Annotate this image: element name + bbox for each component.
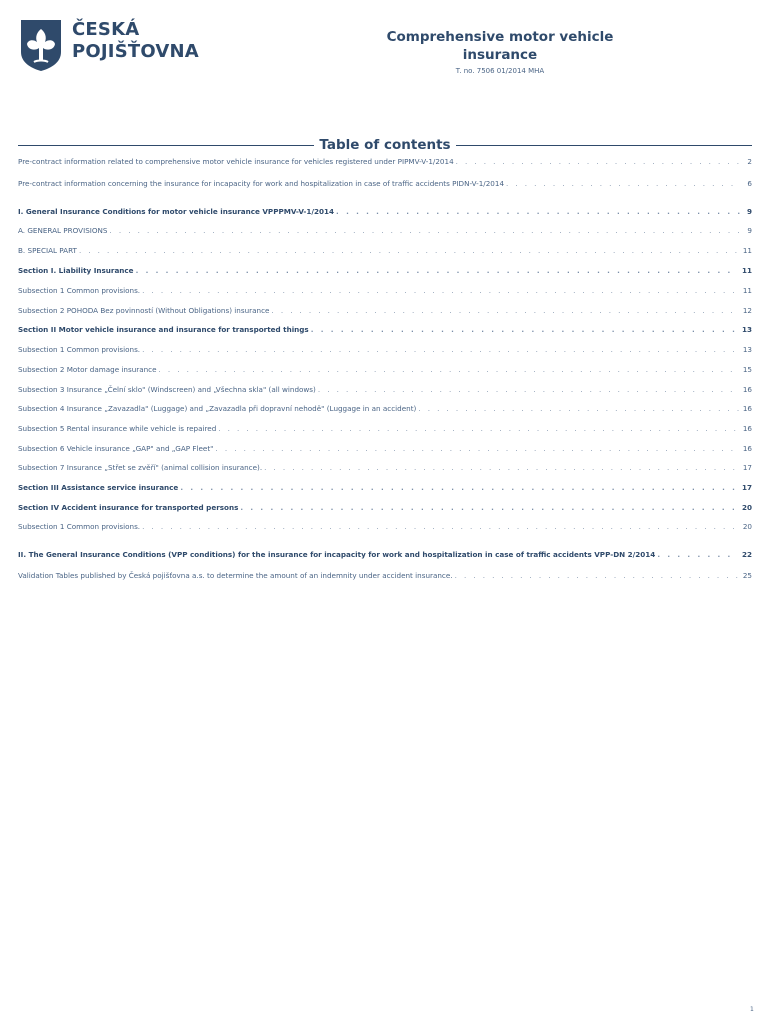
toc-entry[interactable]: [18, 178, 752, 190]
document-title-line1: Comprehensive motor vehicle: [386, 29, 614, 45]
toc-dot-leader: [180, 482, 738, 494]
toc-entry-title: Section III Assistance service insurance: [18, 483, 179, 492]
toc-entry[interactable]: [18, 324, 752, 336]
toc-entry-title: Subsection 2 POHODA Bez povinností (Without Obligations) insurance: [18, 306, 270, 315]
toc-entry-page: 22: [741, 550, 752, 559]
toc-entry-page: 25: [742, 571, 752, 580]
toc-entry[interactable]: [18, 403, 752, 415]
toc-rule-left: [18, 145, 314, 146]
toc-entry-title: Subsection 4 Insurance „Zavazadla" (Luggage) and „Zavazadla při dopravní nehodě" (Luggage in an accident): [18, 404, 417, 413]
toc-entry[interactable]: [18, 423, 752, 435]
toc-entry[interactable]: [18, 265, 752, 277]
toc-entry[interactable]: [18, 285, 752, 297]
toc-entry-page: 17: [741, 483, 752, 492]
toc-entry-page: 16: [742, 424, 752, 433]
linden-leaf-shield-icon: [18, 18, 64, 72]
toc-entry-title: Subsection 6 Vehicle insurance „GAP" and „GAP Fleet": [18, 444, 214, 453]
toc-entry-page: 11: [742, 246, 752, 255]
toc-entry-title: Subsection 1 Common provisions.: [18, 522, 141, 531]
toc-entry-page: 20: [742, 522, 752, 531]
toc-entry[interactable]: [18, 443, 752, 455]
toc-dot-leader: [271, 305, 738, 317]
toc-entry-title: Pre-contract information concerning the insurance for incapacity for work and hospitalization in case of traffic accidents PIDN-V-1/2014: [18, 179, 505, 188]
toc-entry-title: II. The General Insurance Conditions (VPP conditions) for the insurance for incapacity for work and hospitalization in case of traffic accidents VPP-DN 2/2014: [18, 550, 656, 559]
logo-wordmark-line1: ČESKÁ: [72, 19, 140, 40]
toc-rule-right: [456, 145, 752, 146]
toc-dot-leader: [318, 384, 739, 396]
toc-entry[interactable]: [18, 344, 752, 356]
toc-dot-leader: [240, 502, 738, 514]
document-reference: T. no. 7506 01/2014 MHA: [455, 67, 545, 75]
toc-dot-leader: [136, 265, 738, 277]
toc-entry-page: 15: [742, 365, 752, 374]
toc-dot-leader: [506, 178, 740, 190]
toc-entry-title: Section I. Liability Insurance: [18, 266, 134, 275]
toc-dot-leader: [336, 206, 740, 218]
toc-entry-title: Section IV Accident insurance for transported persons: [18, 503, 239, 512]
logo-wordmark-line2: POJIŠŤOVNA: [72, 41, 199, 62]
toc-entry-title: Subsection 3 Insurance „Čelní sklo" (Windscreen) and „Všechna skla" (all windows): [18, 385, 316, 394]
toc-entry[interactable]: [18, 521, 752, 533]
document-title-line2: insurance: [462, 47, 538, 63]
toc-entry-page: 2: [747, 157, 752, 166]
toc-entry[interactable]: [18, 156, 752, 168]
toc-entry-title: I. General Insurance Conditions for motor vehicle insurance VPPPMV-V-1/2014: [18, 207, 335, 216]
toc-entry[interactable]: [18, 549, 752, 561]
company-logo: [18, 18, 218, 72]
toc-entry-title: Subsection 5 Rental insurance while vehicle is repaired: [18, 424, 217, 433]
toc-dot-leader: [311, 324, 738, 336]
toc-entry-title: Subsection 1 Common provisions.: [18, 345, 141, 354]
toc-entry-page: 13: [742, 345, 752, 354]
toc-dot-leader: [657, 549, 738, 561]
toc-entry-title: Subsection 2 Motor damage insurance: [18, 365, 157, 374]
toc-entry-page: 13: [741, 325, 752, 334]
toc-entry-title: B. SPECIAL PART: [18, 246, 77, 255]
toc-heading: Table of contents: [319, 137, 451, 153]
toc-entry-page: 9: [746, 207, 752, 216]
toc-entry[interactable]: [18, 570, 752, 582]
toc-entry[interactable]: [18, 502, 752, 514]
toc-entry-page: 12: [742, 306, 752, 315]
toc-entry[interactable]: [18, 482, 752, 494]
toc-entry[interactable]: [18, 206, 752, 218]
toc-entry-title: Subsection 7 Insurance „Střet se zvěří" (animal collision insurance).: [18, 463, 263, 472]
toc-heading-row: [18, 136, 752, 154]
toc-entry-title: Section II Motor vehicle insurance and insurance for transported things: [18, 325, 309, 334]
toc-entry[interactable]: [18, 364, 752, 376]
toc-entry-page: 11: [741, 266, 752, 275]
toc-dot-leader: [456, 156, 740, 168]
toc-dot-leader: [418, 403, 739, 415]
toc-entry-title: Pre-contract information related to comprehensive motor vehicle insurance for vehicles registered under PIPMV-V-1/2014: [18, 157, 454, 166]
toc-entry-page: 17: [742, 463, 752, 472]
document-title: [375, 28, 625, 64]
toc-entry-title: Validation Tables published by Česká pojišťovna a.s. to determine the amount of an indemnity under accident insurance.: [18, 571, 453, 580]
toc-dot-leader: [218, 423, 739, 435]
toc-entry-page: 16: [742, 404, 752, 413]
toc-entry[interactable]: [18, 384, 752, 396]
toc-dot-leader: [79, 245, 739, 257]
toc-entry-page: 9: [747, 226, 752, 235]
toc-entry-page: 16: [742, 444, 752, 453]
toc-entry[interactable]: [18, 225, 752, 237]
toc-entry-title: A. GENERAL PROVISIONS: [18, 226, 108, 235]
toc-dot-leader: [215, 443, 738, 455]
toc-dot-leader: [455, 570, 739, 582]
toc-entry-title: Subsection 1 Common provisions.: [18, 286, 141, 295]
toc-dot-leader: [109, 225, 740, 237]
toc-dot-leader: [142, 521, 739, 533]
toc-entry-page: 6: [747, 179, 752, 188]
toc-dot-leader: [264, 462, 739, 474]
page-number: 1: [750, 1006, 754, 1013]
toc-entry-page: 20: [741, 503, 752, 512]
toc-entry-page: 16: [742, 385, 752, 394]
toc-dot-leader: [142, 285, 739, 297]
toc-dot-leader: [142, 344, 739, 356]
toc-entry[interactable]: [18, 305, 752, 317]
toc-entry[interactable]: [18, 245, 752, 257]
toc-entry-page: 11: [742, 286, 752, 295]
toc-dot-leader: [159, 364, 739, 376]
toc-entry[interactable]: [18, 462, 752, 474]
